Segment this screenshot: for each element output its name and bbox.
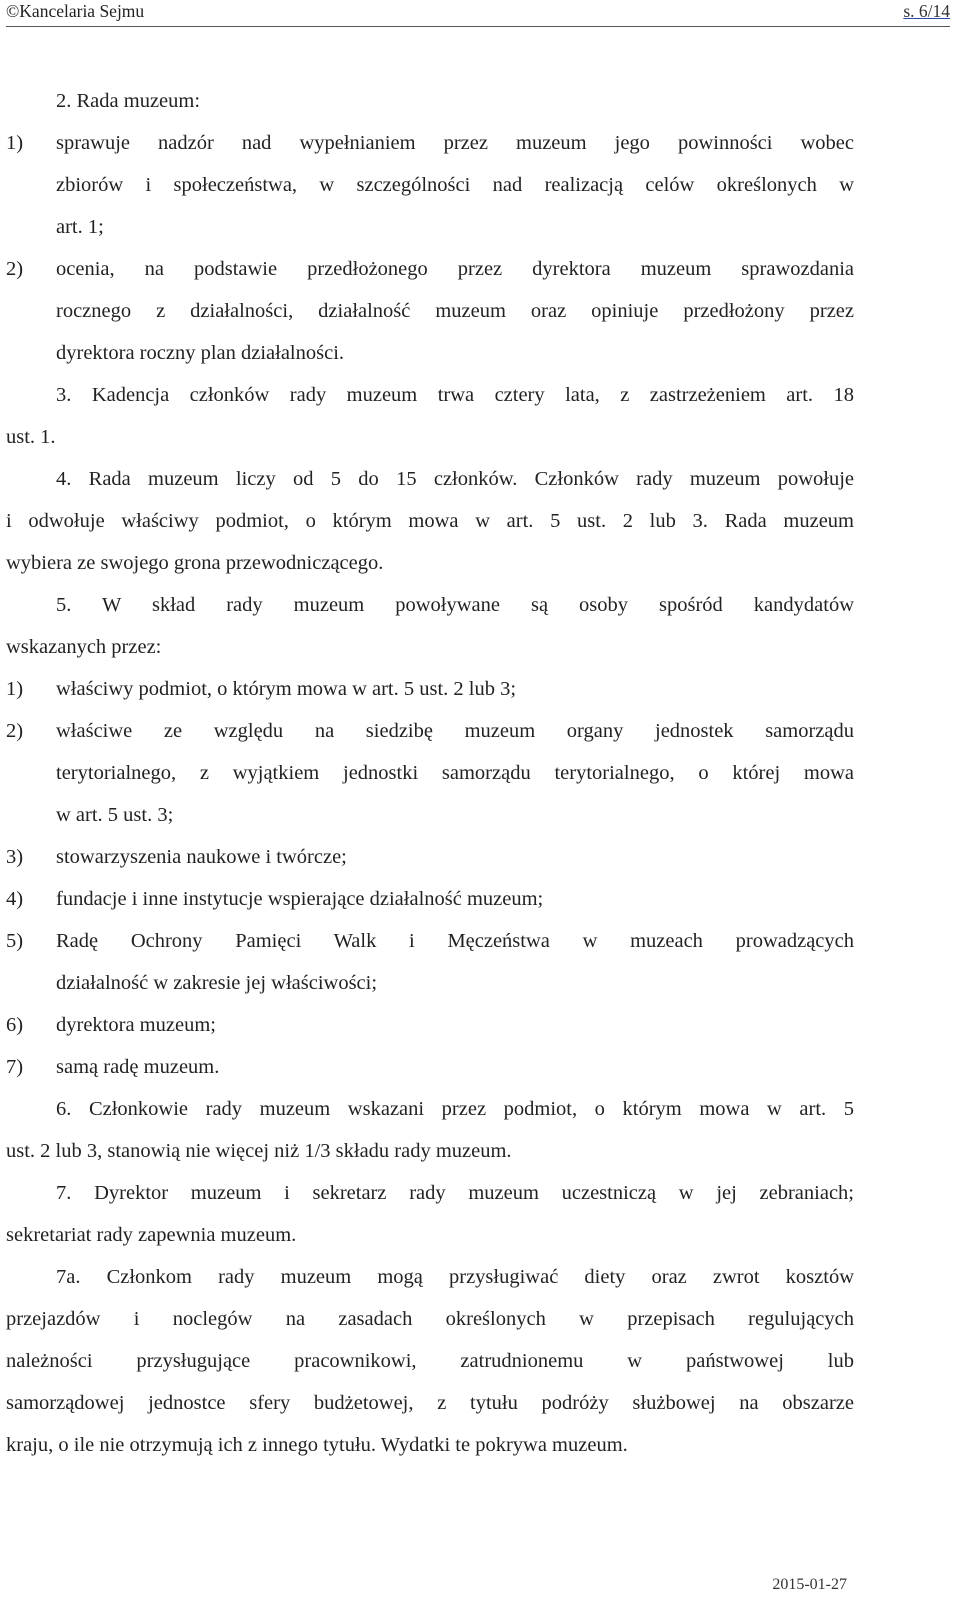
paragraph-2-item-1 [6,122,854,248]
paragraph-2-heading: 2. Rada muzeum: [56,90,201,112]
paragraph-7 [6,1172,854,1256]
item-number: 1) [6,678,24,700]
text-line: właściwy podmiot, o którym mowa w art. 5 ust. 2 lub 3; [56,678,517,700]
item-number: 2) [6,258,24,280]
paragraph-4 [6,458,854,584]
text-line: 5. W skład rady muzeum powoływane są osoby spośród kandydatów [56,594,854,616]
text-line: działalność w zakresie jej właściwości; [56,972,378,994]
item-text [56,122,854,248]
item-text [56,1004,854,1046]
document-date: 2015-01-27 [772,1576,847,1593]
text-line: 7. Dyrektor muzeum i sekretarz rady muzeum uczestniczą w jej zebraniach; [56,1182,854,1204]
item-number: 1) [6,132,24,154]
text-line: ust. 1. [6,426,56,448]
text-line: dyrektora muzeum; [56,1014,216,1036]
item-text [56,248,854,374]
text-line: należności przysługujące pracownikowi, zatrudnionemu w państwowej lub [6,1350,854,1372]
copyright-label: ©Kancelaria Sejmu [6,1,145,21]
text-line: w art. 5 ust. 3; [56,804,174,826]
item-text [56,836,854,878]
item-number: 5) [6,930,24,952]
paragraph-5 [6,584,854,668]
text-line: 4. Rada muzeum liczy od 5 do 15 członków. Członków rady muzeum powołuje [56,468,854,490]
text-line: terytorialnego, z wyjątkiem jednostki samorządu terytorialnego, o której mowa [56,762,854,784]
item-number: 2) [6,720,24,742]
text-line: i odwołuje właściwy podmiot, o którym mowa w art. 5 ust. 2 lub 3. Rada muzeum [6,510,854,532]
paragraph-5-item-7 [6,1046,854,1088]
item-text [56,710,854,836]
text-line: art. 1; [56,216,104,238]
text-line: 7a. Członkom rady muzeum mogą przysługiwać diety oraz zwrot kosztów [56,1266,854,1288]
text-line: sekretariat rady zapewnia muzeum. [6,1224,297,1246]
item-number: 6) [6,1014,24,1036]
text-line: właściwe ze względu na siedzibę muzeum organy jednostek samorządu [56,720,854,742]
text-line: fundacje i inne instytucje wspierające działalność muzeum; [56,888,544,910]
text-line: rocznego z działalności, działalność muzeum oraz opiniuje przedłożony przez [56,300,854,322]
paragraph-5-item-1 [6,668,854,710]
paragraph-5-item-4 [6,878,854,920]
text-line: Radę Ochrony Pamięci Walk i Męczeństwa w muzeach prowadzących [56,930,854,952]
paragraph-6 [6,1088,854,1172]
item-number: 4) [6,888,24,910]
text-line: dyrektora roczny plan działalności. [56,342,345,364]
text-line: sprawuje nadzór nad wypełnianiem przez muzeum jego powinności wobec [56,132,854,154]
text-line: 3. Kadencja członków rady muzeum trwa cztery lata, z zastrzeżeniem art. 18 [56,384,854,406]
text-line: przejazdów i noclegów na zasadach określonych w przepisach regulujących [6,1308,854,1330]
text-line: samorządowej jednostce sfery budżetowej, z tytułu podróży służbowej na obszarze [6,1392,854,1414]
item-text [56,668,854,710]
text-line: stowarzyszenia naukowe i twórcze; [56,846,347,868]
paragraph-5-item-3 [6,836,854,878]
item-number: 7) [6,1056,24,1078]
text-line: ocenia, na podstawie przedłożonego przez dyrektora muzeum sprawozdania [56,258,854,280]
text-line: zbiorów i społeczeństwa, w szczególności nad realizacją celów określonych w [56,174,854,196]
item-number: 3) [6,846,24,868]
text-line: kraju, o ile nie otrzymują ich z innego tytułu. Wydatki te pokrywa muzeum. [6,1434,628,1456]
item-text [56,1046,854,1088]
paragraph-5-item-2 [6,710,854,836]
page-header [6,0,950,27]
paragraph-2-item-2 [6,248,854,374]
page-number: s. 6/14 [903,1,950,21]
item-text [56,920,854,1004]
document-body [6,80,854,1466]
text-line: ust. 2 lub 3, stanowią nie więcej niż 1/3 składu rady muzeum. [6,1140,512,1162]
text-line: 6. Członkowie rady muzeum wskazani przez podmiot, o którym mowa w art. 5 [56,1098,854,1120]
paragraph-3 [6,374,854,458]
text-line: wskazanych przez: [6,636,162,658]
paragraph-7a [6,1256,854,1466]
paragraph-5-item-6 [6,1004,854,1046]
paragraph-5-item-5 [6,920,854,1004]
text-line: samą radę muzeum. [56,1056,220,1078]
text-line: wybiera ze swojego grona przewodniczącego. [6,552,384,574]
item-text [56,878,854,920]
